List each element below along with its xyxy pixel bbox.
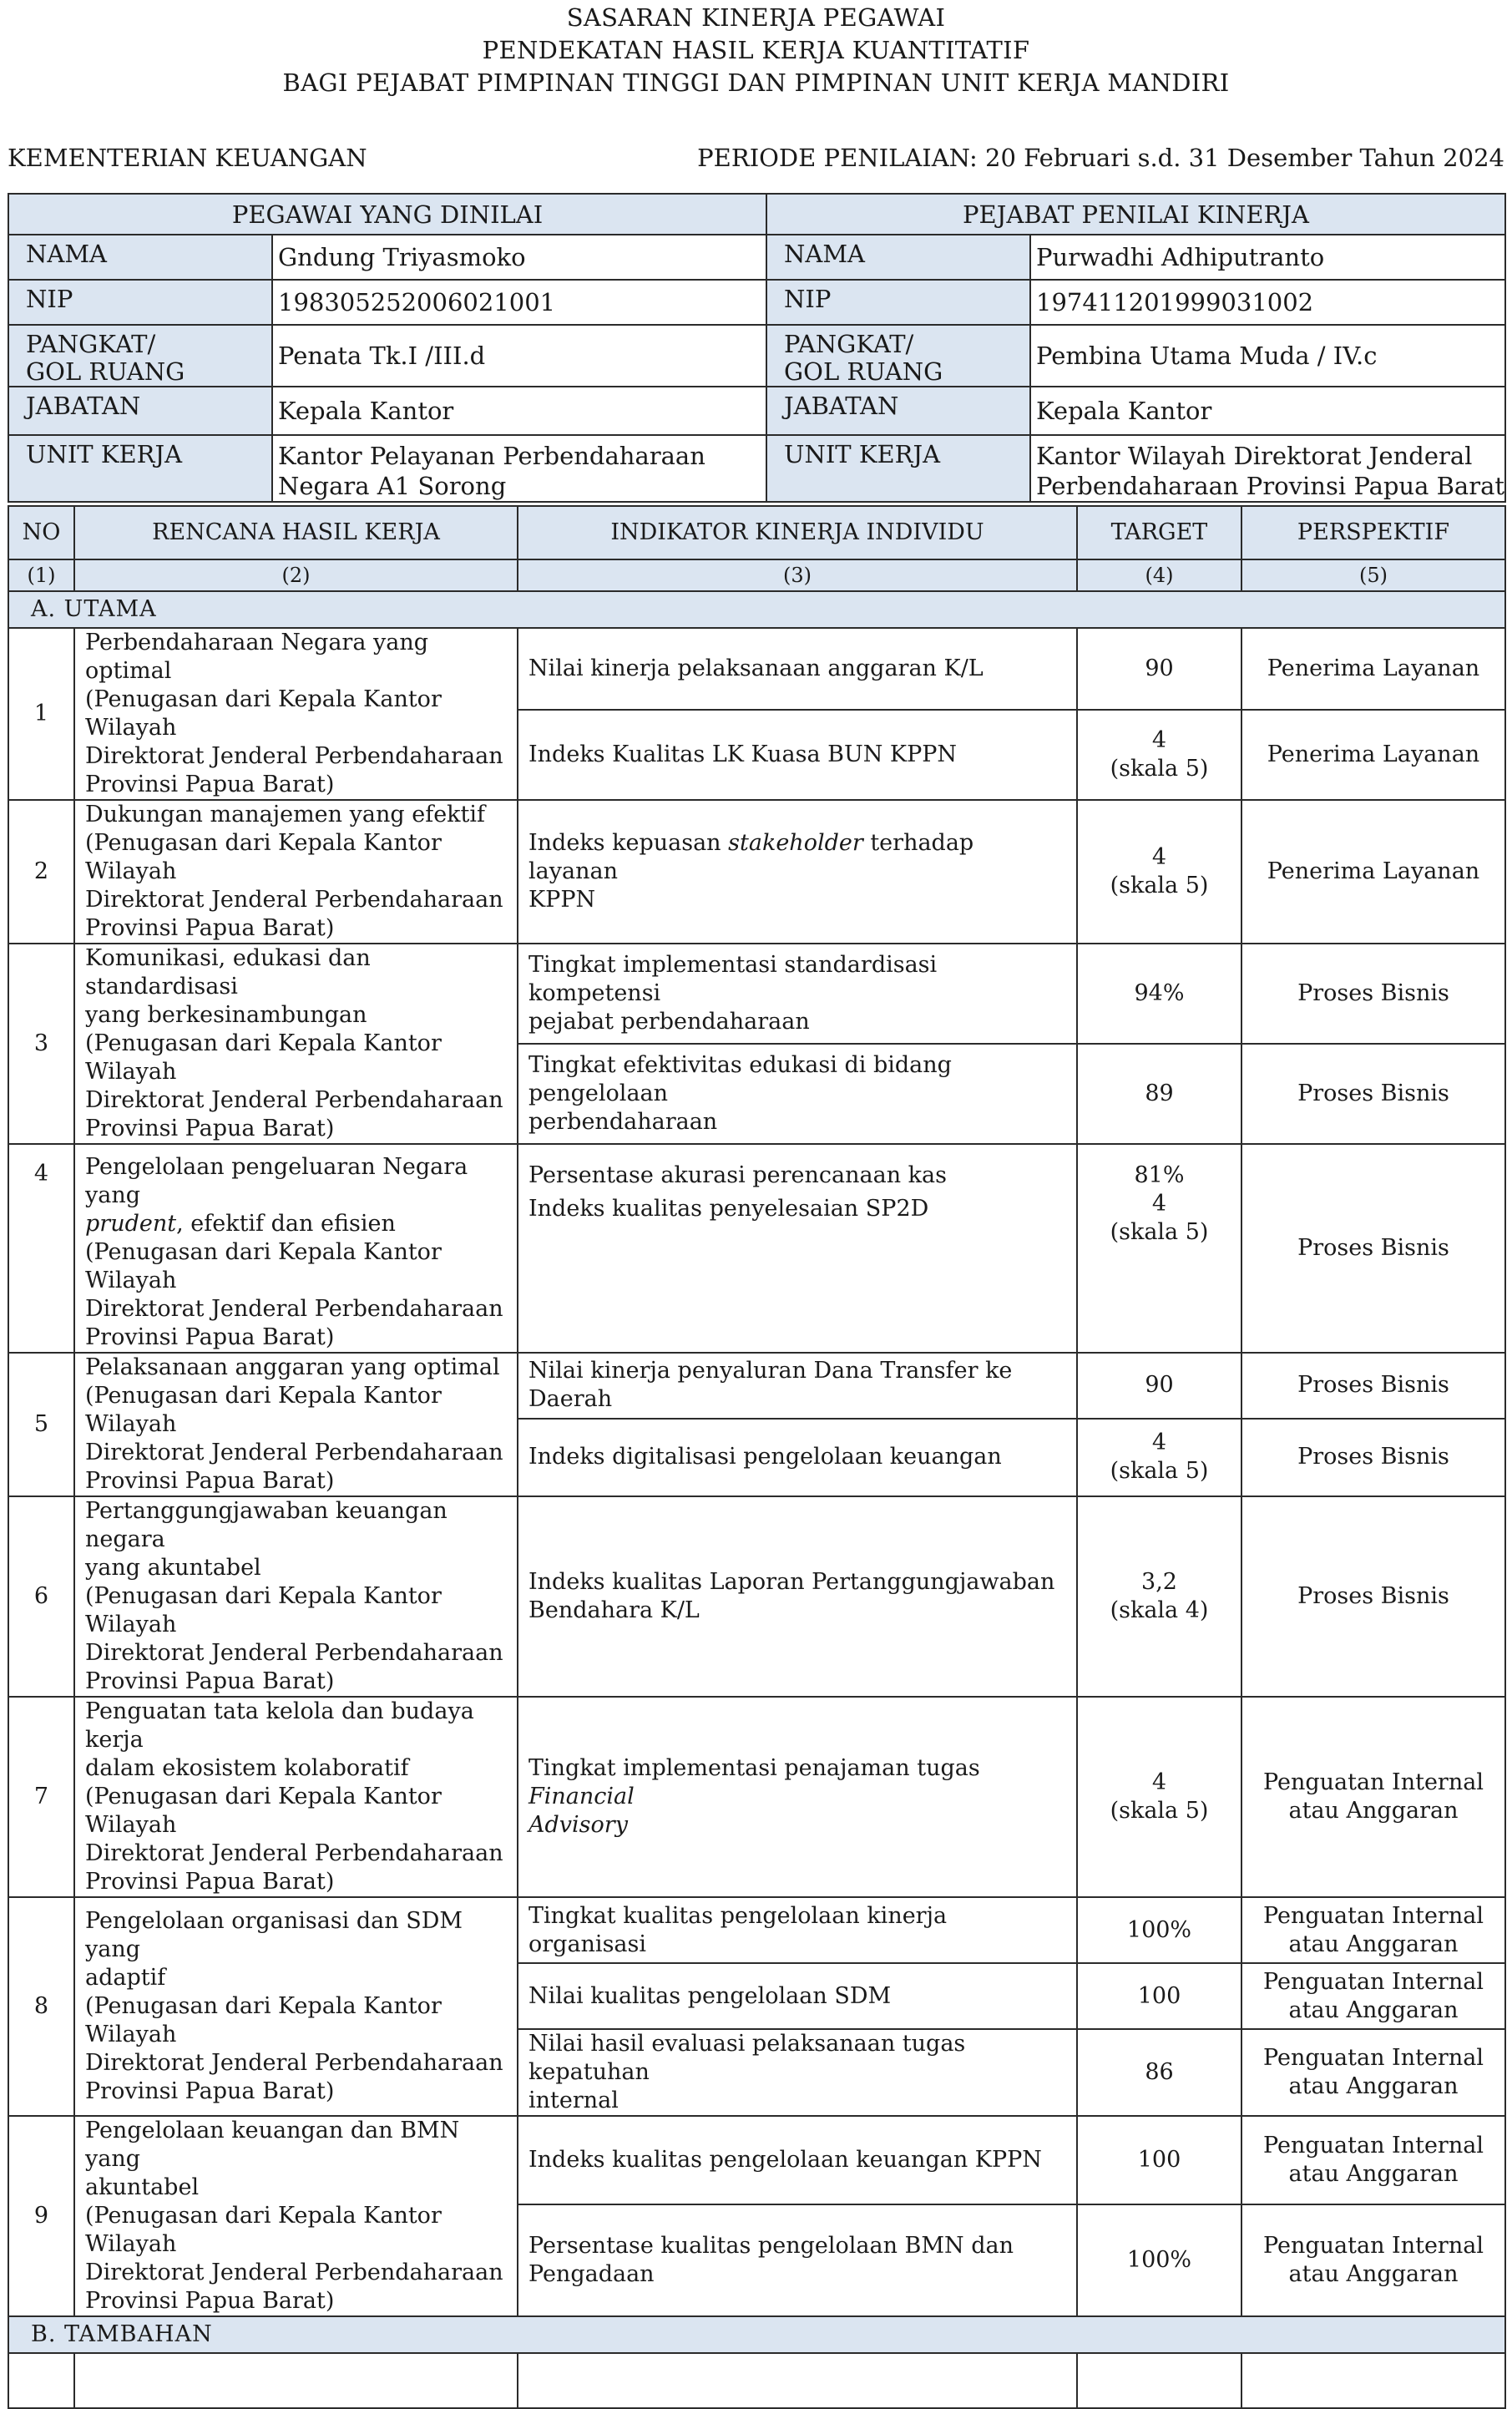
column-number: (4) (1077, 559, 1241, 591)
perspective-line: atau Anggaran (1288, 2160, 1459, 2187)
perspective-line: Penguatan Internal (1263, 2045, 1484, 2071)
target-value (1077, 710, 1241, 800)
organization-period-line (8, 144, 1504, 177)
assignment-note: (Penugasan dari Kepala Kantor Wilayah (85, 1784, 442, 1838)
perspective (1241, 2116, 1505, 2204)
appraiser-unit-line-1: Kantor Wilayah Direktorat Jenderal (1036, 442, 1473, 470)
indicator-line: Indeks kualitas Laporan Pertanggungjawaban (528, 1569, 1055, 1595)
employee-name: Gndung Triyasmoko (272, 235, 766, 280)
indicator-line: Nilai hasil evaluasi pelaksanaan tugas kepatuhan (528, 2031, 966, 2085)
perspective-line: Penguatan Internal (1263, 2232, 1484, 2259)
identity-table (8, 193, 1506, 503)
indicator-line (528, 1811, 1068, 1840)
row-number: 9 (8, 2116, 74, 2316)
rhk-text: yang berkesinambungan (85, 1002, 367, 1028)
assignment-note: Direktorat Jenderal Perbendaharaan (85, 1840, 503, 1866)
target-value: 90 (1077, 1353, 1241, 1419)
label-jabatan: JABATAN (766, 387, 1030, 435)
rhk-text: , efektif dan efisien (176, 1211, 396, 1237)
row-number: 4 (8, 1144, 74, 1353)
rhk-text: Pertanggungjawaban keuangan negara (85, 1498, 448, 1552)
assignment-note: Provinsi Papua Barat) (85, 1468, 335, 1494)
table-row (8, 1897, 1505, 1963)
target-scale: (skala 5) (1110, 1798, 1209, 1824)
indicator-italic-term: Advisory (528, 1812, 628, 1838)
employee-rank: Penata Tk.I /III.d (272, 325, 766, 387)
perspective-line: Penguatan Internal (1263, 1902, 1484, 1929)
assignment-note: Provinsi Papua Barat) (85, 915, 335, 941)
indicator-line: Bendahara K/L (528, 1597, 700, 1623)
perspective (1241, 2204, 1505, 2316)
rhk-text: Pelaksanaan anggaran yang optimal (85, 1354, 500, 1380)
row-number: 8 (8, 1897, 74, 2116)
column-header-target: TARGET (1077, 506, 1241, 559)
target-line: 4 (1151, 726, 1167, 753)
empty-cell (1241, 2353, 1505, 2408)
rhk-text: dalam ekosistem kolaboratif (85, 1755, 409, 1781)
indicator-line: Tingkat implementasi standardisasi kompetensi (528, 952, 938, 1006)
empty-cell (74, 2353, 518, 2408)
perspective: Proses Bisnis (1241, 1044, 1505, 1144)
employee-unit-line-1: Kantor Pelayanan Perbendaharaan (278, 442, 705, 470)
indicator (518, 2204, 1077, 2316)
indicator (518, 2029, 1077, 2116)
column-header-rencana-hasil-kerja: RENCANA HASIL KERJA (74, 506, 518, 559)
column-number: (2) (74, 559, 518, 591)
perspective-line: atau Anggaran (1288, 1798, 1459, 1824)
rencana-hasil-kerja (74, 1353, 518, 1496)
indicator-line: perbendaharaan (528, 1109, 718, 1135)
employee-unit (272, 435, 766, 502)
perspective: Penerima Layanan (1241, 628, 1505, 710)
table-row (8, 628, 1505, 710)
rhk-text (85, 1210, 510, 1238)
rhk-italic-term: prudent (85, 1211, 177, 1237)
performance-table (8, 505, 1506, 2409)
empty-cell (518, 2353, 1077, 2408)
assignment-note: (Penugasan dari Kepala Kantor Wilayah (85, 830, 442, 884)
column-number: (3) (518, 559, 1077, 591)
target-scale: (skala 5) (1110, 755, 1209, 782)
indicator: Indeks digitalisasi pengelolaan keuangan (518, 1419, 1077, 1496)
column-header-no: NO (8, 506, 74, 559)
assignment-note: Provinsi Papua Barat) (85, 2288, 335, 2314)
rhk-text: Dukungan manajemen yang efektif (85, 802, 486, 827)
indicator-line (528, 1754, 1068, 1811)
indicator (518, 944, 1077, 1044)
assignment-note: Direktorat Jenderal Perbendaharaan (85, 1440, 503, 1465)
indicator-text: Indeks kepuasan (528, 830, 729, 856)
target-value (1077, 1496, 1241, 1697)
perspective: Penerima Layanan (1241, 800, 1505, 944)
rencana-hasil-kerja (74, 628, 518, 800)
employee-nip: 198305252006021001 (272, 280, 766, 325)
target-line: 4 (1151, 844, 1167, 870)
row-number: 7 (8, 1697, 74, 1897)
target-line: 4 (1151, 1191, 1167, 1217)
target-value: 100 (1077, 1963, 1241, 2029)
indicator (518, 1044, 1077, 1144)
indicator: Nilai kinerja pelaksanaan anggaran K/L (518, 628, 1077, 710)
appraiser-position: Kepala Kantor (1030, 387, 1505, 435)
indicator-line: pejabat perbendaharaan (528, 1009, 810, 1035)
perspective-line: atau Anggaran (1288, 2073, 1459, 2099)
indicator (518, 1144, 1077, 1353)
indicator (518, 1697, 1077, 1897)
target-value: 89 (1077, 1044, 1241, 1144)
indicator-text: terhadap layanan (528, 830, 974, 884)
assignment-note: (Penugasan dari Kepala Kantor Wilayah (85, 1030, 442, 1085)
indicator-line: internal (528, 2088, 619, 2113)
indicator (518, 800, 1077, 944)
indicator: Nilai kinerja penyaluran Dana Transfer ke Daerah (518, 1353, 1077, 1419)
target-scale: (skala 4) (1110, 1597, 1209, 1623)
perspective: Proses Bisnis (1241, 1353, 1505, 1419)
appraiser-rank: Pembina Utama Muda / IV.c (1030, 325, 1505, 387)
label-pangkat-line-1: PANGKAT/ (26, 330, 156, 358)
rhk-text: Perbendaharaan Negara yang optimal (85, 630, 429, 684)
section-b-header: B. TAMBAHAN (8, 2316, 1505, 2353)
perspective-line: Penguatan Internal (1263, 1968, 1484, 1995)
employee-position: Kepala Kantor (272, 387, 766, 435)
rencana-hasil-kerja (74, 944, 518, 1144)
perspective (1241, 1963, 1505, 2029)
target-value: 100% (1077, 2204, 1241, 2316)
indicator-italic-term: Financial (528, 1784, 635, 1809)
perspective (1241, 1697, 1505, 1897)
assignment-note: (Penugasan dari Kepala Kantor Wilayah (85, 686, 442, 741)
label-nip: NIP (8, 280, 272, 325)
target-value (1077, 1697, 1241, 1897)
perspective: Proses Bisnis (1241, 1144, 1505, 1353)
rencana-hasil-kerja (74, 2116, 518, 2316)
rhk-text: adaptif (85, 1965, 166, 1991)
target-line: 4 (1151, 1430, 1167, 1456)
empty-row (8, 2353, 1505, 2408)
label-pangkat (8, 325, 272, 387)
empty-cell (8, 2353, 74, 2408)
appraiser-unit-line-2: Perbendaharaan Provinsi Papua Barat (1036, 472, 1505, 500)
assignment-note: Provinsi Papua Barat) (85, 1324, 335, 1350)
assignment-note: (Penugasan dari Kepala Kantor Wilayah (85, 1239, 442, 1293)
row-number: 2 (8, 800, 74, 944)
perspective: Penerima Layanan (1241, 710, 1505, 800)
column-number: (5) (1241, 559, 1505, 591)
appraiser-header: PEJABAT PENILAI KINERJA (766, 194, 1505, 235)
target-line: 4 (1151, 1769, 1167, 1795)
label-pangkat (766, 325, 1030, 387)
appraised-employee-header: PEGAWAI YANG DINILAI (8, 194, 766, 235)
label-pangkat-line-2: GOL RUANG (26, 357, 185, 386)
label-unit-kerja: UNIT KERJA (766, 435, 1030, 502)
assignment-note: Provinsi Papua Barat) (85, 2078, 335, 2104)
table-row (8, 2116, 1505, 2204)
row-number: 1 (8, 628, 74, 800)
assignment-note: Direktorat Jenderal Perbendaharaan (85, 743, 503, 769)
rencana-hasil-kerja (74, 1697, 518, 1897)
indicator-line: Persentase kualitas pengelolaan BMN dan (528, 2232, 1014, 2259)
table-row (8, 1697, 1505, 1897)
assignment-note: Direktorat Jenderal Perbendaharaan (85, 2050, 503, 2076)
assessment-period: PERIODE PENILAIAN: 20 Februari s.d. 31 Desember Tahun 2024 (697, 144, 1504, 172)
title-line-3: BAGI PEJABAT PIMPINAN TINGGI DAN PIMPINAN UNIT KERJA MANDIRI (282, 68, 1230, 97)
table-row (8, 800, 1505, 944)
appraiser-nip: 197411201999031002 (1030, 280, 1505, 325)
label-nama: NAMA (766, 235, 1030, 280)
label-jabatan: JABATAN (8, 387, 272, 435)
indicator: Tingkat kualitas pengelolaan kinerja organisasi (518, 1897, 1077, 1963)
indicator-line: Tingkat efektivitas edukasi di bidang pengelolaan (528, 1052, 952, 1106)
rencana-hasil-kerja (74, 800, 518, 944)
perspective-line: atau Anggaran (1288, 2260, 1459, 2287)
rhk-text: Pengelolaan pengeluaran Negara yang (85, 1154, 468, 1208)
perspective: Proses Bisnis (1241, 1419, 1505, 1496)
target-line: 3,2 (1141, 1569, 1177, 1595)
table-row (8, 1496, 1505, 1697)
indicator: Nilai kualitas pengelolaan SDM (518, 1963, 1077, 2029)
assignment-note: (Penugasan dari Kepala Kantor Wilayah (85, 2203, 442, 2257)
rhk-text: Pengelolaan keuangan dan BMN yang (85, 2118, 460, 2172)
rhk-text: Komunikasi, edukasi dan standardisasi (85, 945, 371, 1000)
label-unit-kerja: UNIT KERJA (8, 435, 272, 502)
assignment-note: Provinsi Papua Barat) (85, 1869, 335, 1895)
indicator-line: KPPN (528, 887, 596, 913)
target-value (1077, 800, 1241, 944)
rhk-text: yang akuntabel (85, 1555, 261, 1581)
target-value: 100 (1077, 2116, 1241, 2204)
assignment-note: Direktorat Jenderal Perbendaharaan (85, 887, 503, 913)
perspective-line: atau Anggaran (1288, 1997, 1459, 2023)
assignment-note: Direktorat Jenderal Perbendaharaan (85, 2260, 503, 2285)
target-value: 94% (1077, 944, 1241, 1044)
perspective (1241, 2029, 1505, 2116)
indicator (518, 1496, 1077, 1697)
assignment-note: (Penugasan dari Kepala Kantor Wilayah (85, 1383, 442, 1437)
rhk-text: Pengelolaan organisasi dan SDM yang (85, 1908, 463, 1962)
rhk-text: Penguatan tata kelola dan budaya kerja (85, 1698, 474, 1753)
appraiser-unit (1030, 435, 1505, 502)
assignment-note: Provinsi Papua Barat) (85, 1116, 335, 1141)
target-value (1077, 1144, 1241, 1353)
target-scale: (skala 5) (1110, 873, 1209, 898)
target-line: 81% (1134, 1162, 1185, 1188)
perspective-line: atau Anggaran (1288, 1931, 1459, 1957)
perspective (1241, 1897, 1505, 1963)
label-nama: NAMA (8, 235, 272, 280)
appraiser-name: Purwadhi Adhiputranto (1030, 235, 1505, 280)
target-scale: (skala 5) (1110, 1458, 1209, 1485)
assignment-note: (Penugasan dari Kepala Kantor Wilayah (85, 1583, 442, 1637)
table-row (8, 944, 1505, 1044)
rhk-text: akuntabel (85, 2174, 200, 2200)
label-nip: NIP (766, 280, 1030, 325)
indicator-line (528, 829, 1068, 886)
assignment-note: (Penugasan dari Kepala Kantor Wilayah (85, 1993, 442, 2047)
rencana-hasil-kerja (74, 1496, 518, 1697)
target-value: 100% (1077, 1897, 1241, 1963)
rencana-hasil-kerja (74, 1144, 518, 1353)
title-line-1: SASARAN KINERJA PEGAWAI (566, 3, 946, 32)
row-number: 5 (8, 1353, 74, 1496)
rencana-hasil-kerja (74, 1897, 518, 2116)
row-number: 3 (8, 944, 74, 1144)
employee-unit-line-2: Negara A1 Sorong (278, 472, 507, 500)
indicator-line: Indeks kualitas penyelesaian SP2D (528, 1196, 929, 1222)
assignment-note: Direktorat Jenderal Perbendaharaan (85, 1640, 503, 1666)
indicator-italic-term: stakeholder (728, 830, 863, 856)
column-number: (1) (8, 559, 74, 591)
title-line-2: PENDEKATAN HASIL KERJA KUANTITATIF (482, 36, 1030, 64)
perspective: Proses Bisnis (1241, 944, 1505, 1044)
assignment-note: Direktorat Jenderal Perbendaharaan (85, 1087, 503, 1113)
indicator: Indeks Kualitas LK Kuasa BUN KPPN (518, 710, 1077, 800)
target-value: 90 (1077, 628, 1241, 710)
column-header-perspektif: PERSPEKTIF (1241, 506, 1505, 559)
table-row (8, 1353, 1505, 1419)
perspective-line: Penguatan Internal (1263, 1769, 1484, 1795)
indicator-text: Tingkat implementasi penajaman tugas (528, 1755, 980, 1781)
target-value (1077, 1419, 1241, 1496)
section-a-header: A. UTAMA (8, 591, 1505, 628)
label-pangkat-line-1: PANGKAT/ (784, 330, 914, 358)
indicator: Indeks kualitas pengelolaan keuangan KPPN (518, 2116, 1077, 2204)
assignment-note: Direktorat Jenderal Perbendaharaan (85, 1296, 503, 1322)
column-header-indikator: INDIKATOR KINERJA INDIVIDU (518, 506, 1077, 559)
row-number: 6 (8, 1496, 74, 1697)
empty-cell (1077, 2353, 1241, 2408)
label-pangkat-line-2: GOL RUANG (784, 357, 943, 386)
indicator-line: Persentase akurasi perencanaan kas (528, 1162, 947, 1188)
assignment-note: Provinsi Papua Barat) (85, 772, 335, 797)
perspective: Proses Bisnis (1241, 1496, 1505, 1697)
target-value: 86 (1077, 2029, 1241, 2116)
target-scale: (skala 5) (1110, 1219, 1209, 1245)
assignment-note: Provinsi Papua Barat) (85, 1668, 335, 1694)
organization-name: KEMENTERIAN KEUANGAN (8, 144, 367, 172)
indicator-line: Pengadaan (528, 2260, 655, 2287)
perspective-line: Penguatan Internal (1263, 2132, 1484, 2158)
document-title (0, 0, 1512, 99)
table-row (8, 1144, 1505, 1353)
